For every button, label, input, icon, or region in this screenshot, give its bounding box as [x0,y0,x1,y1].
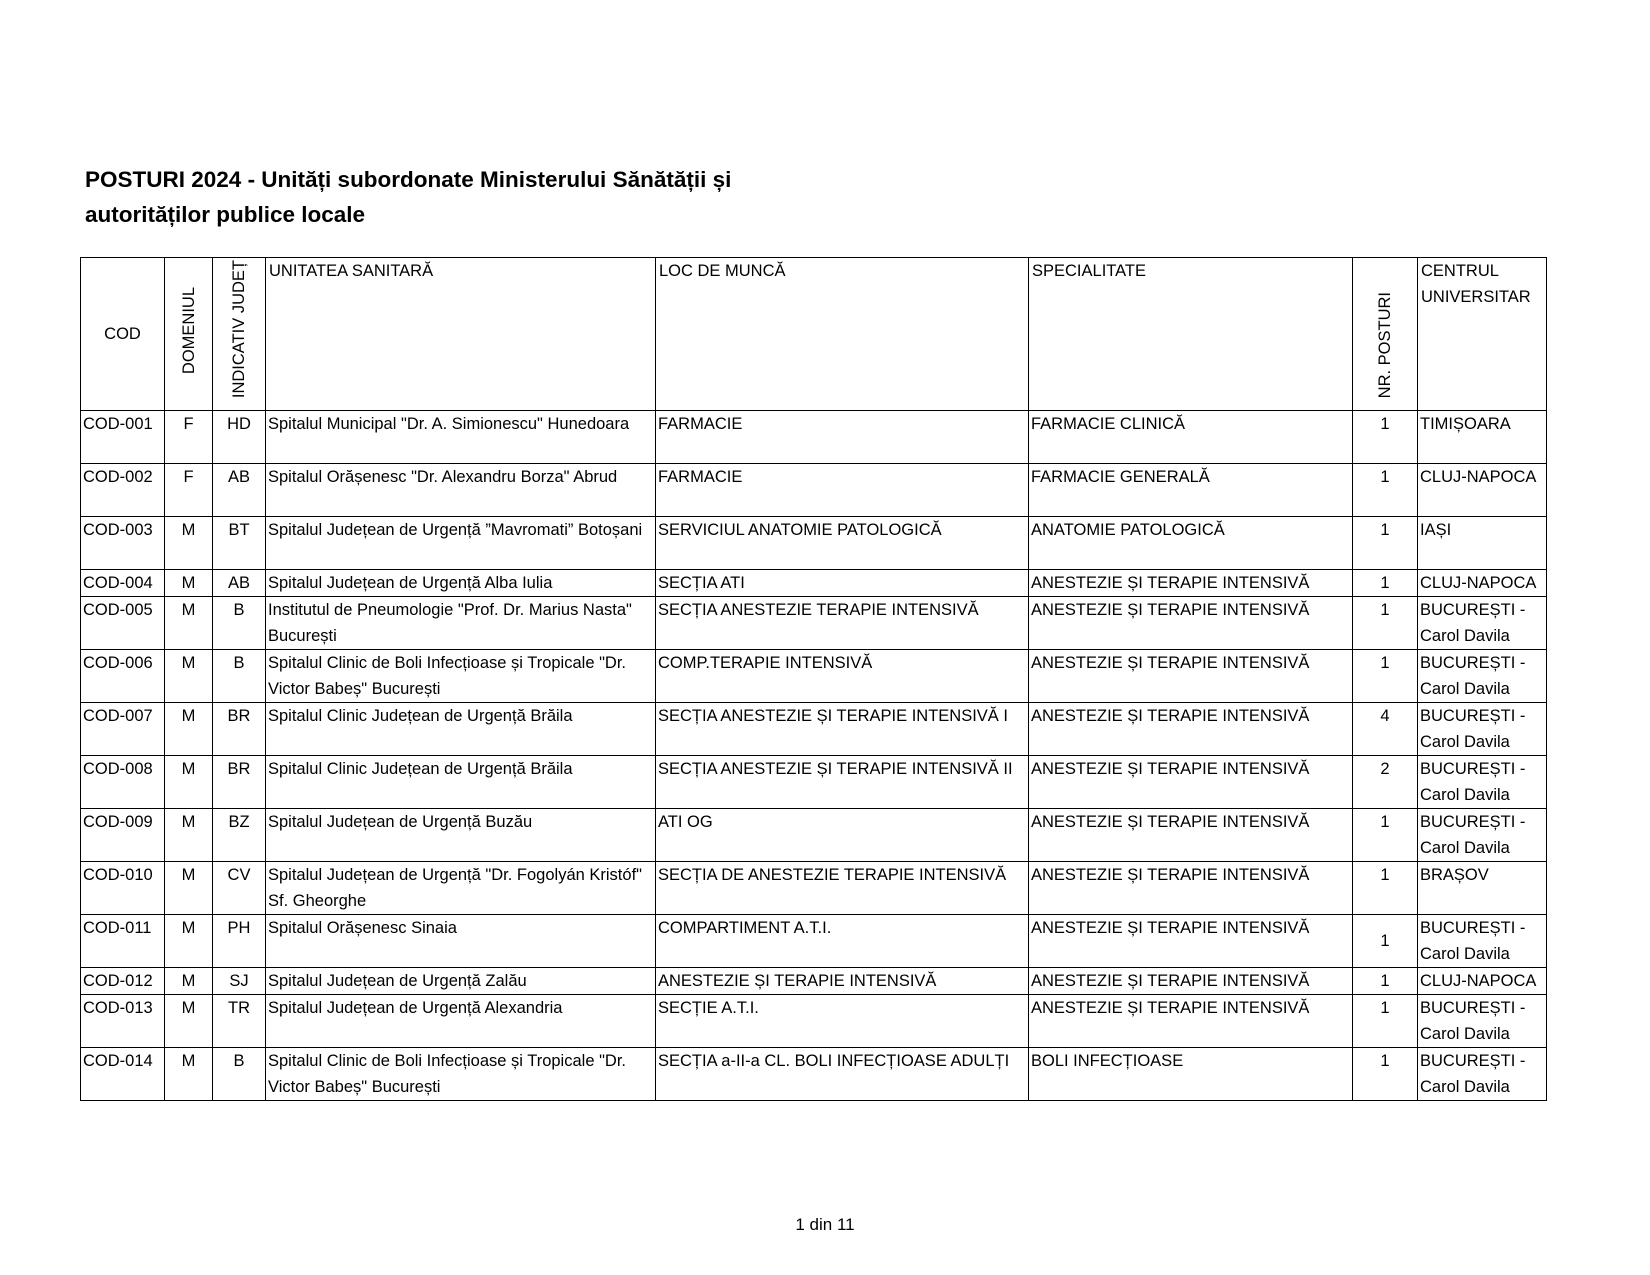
cell-indicativ-judet: BR [213,756,266,809]
cell-nr-posturi: 1 [1353,809,1418,862]
cell-loc-de-munca: COMPARTIMENT A.T.I. [656,915,1029,968]
cell-centrul-universitar: BUCUREȘTI - Carol Davila [1418,995,1547,1048]
cell-nr-posturi: 1 [1353,968,1418,995]
cell-centrul-universitar: BUCUREȘTI - Carol Davila [1418,915,1547,968]
cell-nr-posturi: 2 [1353,756,1418,809]
table-row [81,703,1547,756]
cell-domeniul: M [165,517,213,570]
cell-nr-posturi: 1 [1353,411,1418,464]
page-title: POSTURI 2024 - Unități subordonate Ministerului Sănătății și autorităților publice locale [85,167,732,227]
cell-centrul-universitar: TIMIȘOARA [1418,411,1547,464]
cell-indicativ-judet: BZ [213,809,266,862]
cell-nr-posturi: 1 [1353,995,1418,1048]
cell-domeniul: M [165,915,213,968]
cell-unitatea-sanitara: Spitalul Județean de Urgență Zalău [266,968,656,995]
cell-indicativ-judet: BT [213,517,266,570]
cell-loc-de-munca: SECȚIA DE ANESTEZIE TERAPIE INTENSIVĂ [656,862,1029,915]
cell-loc-de-munca: SECȚIA ANESTEZIE TERAPIE INTENSIVĂ [656,597,1029,650]
cell-indicativ-judet: B [213,650,266,703]
table-row [81,517,1547,570]
cell-nr-posturi: 1 [1353,517,1418,570]
header-indicativ-judet [213,258,266,411]
header-nr-posturi-label: NR. POSTURI [1376,291,1394,399]
cell-specialitate: ANESTEZIE ȘI TERAPIE INTENSIVĂ [1029,995,1353,1048]
cell-unitatea-sanitara: Institutul de Pneumologie "Prof. Dr. Marius Nasta" București [266,597,656,650]
cell-cod: COD-003 [81,517,165,570]
header-loc-de-munca: LOC DE MUNCĂ [656,258,1029,411]
table-row [81,809,1547,862]
cell-specialitate: ANESTEZIE ȘI TERAPIE INTENSIVĂ [1029,809,1353,862]
cell-centrul-universitar: IAȘI [1418,517,1547,570]
cell-domeniul: M [165,597,213,650]
header-indicativ-judet-label: INDICATIV JUDEȚ [230,260,248,399]
cell-domeniul: M [165,650,213,703]
header-unitatea-sanitara: UNITATEA SANITARĂ [266,258,656,411]
cell-domeniul: M [165,756,213,809]
cell-indicativ-judet: CV [213,862,266,915]
header-cod: COD [81,258,165,411]
cell-unitatea-sanitara: Spitalul Județean de Urgență Alba Iulia [266,570,656,597]
cell-domeniul: M [165,995,213,1048]
cell-indicativ-judet: SJ [213,968,266,995]
cell-domeniul: M [165,968,213,995]
table-row [81,597,1547,650]
cell-centrul-universitar: BRAȘOV [1418,862,1547,915]
table-row [81,995,1547,1048]
header-centrul-universitar: CENTRUL UNIVERSITAR [1418,258,1547,411]
cell-nr-posturi: 1 [1353,650,1418,703]
cell-loc-de-munca: SECȚIA ATI [656,570,1029,597]
cell-domeniul: M [165,862,213,915]
cell-centrul-universitar: BUCUREȘTI - Carol Davila [1418,756,1547,809]
cell-domeniul: F [165,464,213,517]
cell-indicativ-judet: B [213,1048,266,1101]
cell-specialitate: ANATOMIE PATOLOGICĂ [1029,517,1353,570]
cell-nr-posturi: 1 [1353,464,1418,517]
cell-unitatea-sanitara: Spitalul Clinic Județean de Urgență Brăila [266,703,656,756]
cell-cod: COD-006 [81,650,165,703]
table-row [81,570,1547,597]
cell-specialitate: ANESTEZIE ȘI TERAPIE INTENSIVĂ [1029,597,1353,650]
cell-loc-de-munca: ANESTEZIE ȘI TERAPIE INTENSIVĂ [656,968,1029,995]
cell-unitatea-sanitara: Spitalul Clinic de Boli Infecțioase și Tropicale "Dr. Victor Babeș" București [266,1048,656,1101]
cell-indicativ-judet: B [213,597,266,650]
cell-indicativ-judet: AB [213,570,266,597]
cell-cod: COD-005 [81,597,165,650]
cell-indicativ-judet: HD [213,411,266,464]
cell-centrul-universitar: BUCUREȘTI - Carol Davila [1418,597,1547,650]
cell-cod: COD-013 [81,995,165,1048]
cell-cod: COD-008 [81,756,165,809]
header-domeniul-label: DOMENIUL [179,287,198,375]
cell-indicativ-judet: TR [213,995,266,1048]
cell-loc-de-munca: SECȚIA ANESTEZIE ȘI TERAPIE INTENSIVĂ I [656,703,1029,756]
table-row [81,464,1547,517]
cell-nr-posturi: 1 [1353,570,1418,597]
cell-unitatea-sanitara: Spitalul Județean de Urgență Buzău [266,809,656,862]
cell-loc-de-munca: SERVICIUL ANATOMIE PATOLOGICĂ [656,517,1029,570]
cell-centrul-universitar: BUCUREȘTI - Carol Davila [1418,1048,1547,1101]
cell-indicativ-judet: AB [213,464,266,517]
cell-nr-posturi: 1 [1353,915,1418,968]
cell-cod: COD-010 [81,862,165,915]
cell-loc-de-munca: SECȚIA a-II-a CL. BOLI INFECȚIOASE ADULȚI [656,1048,1029,1101]
cell-unitatea-sanitara: Spitalul Clinic Județean de Urgență Brăila [266,756,656,809]
cell-specialitate: ANESTEZIE ȘI TERAPIE INTENSIVĂ [1029,915,1353,968]
cell-centrul-universitar: BUCUREȘTI - Carol Davila [1418,809,1547,862]
cell-cod: COD-009 [81,809,165,862]
cell-indicativ-judet: BR [213,703,266,756]
cell-specialitate: FARMACIE CLINICĂ [1029,411,1353,464]
header-domeniul [165,258,213,411]
cell-domeniul: M [165,703,213,756]
cell-domeniul: M [165,1048,213,1101]
cell-cod: COD-007 [81,703,165,756]
cell-loc-de-munca: ATI OG [656,809,1029,862]
cell-unitatea-sanitara: Spitalul Orășenesc Sinaia [266,915,656,968]
table-row [81,650,1547,703]
cell-domeniul: M [165,570,213,597]
cell-unitatea-sanitara: Spitalul Județean de Urgență Alexandria [266,995,656,1048]
cell-specialitate: ANESTEZIE ȘI TERAPIE INTENSIVĂ [1029,570,1353,597]
cell-cod: COD-011 [81,915,165,968]
cell-loc-de-munca: FARMACIE [656,411,1029,464]
header-specialitate: SPECIALITATE [1029,258,1353,411]
cell-specialitate: ANESTEZIE ȘI TERAPIE INTENSIVĂ [1029,703,1353,756]
table-row [81,411,1547,464]
cell-centrul-universitar: BUCUREȘTI - Carol Davila [1418,703,1547,756]
cell-specialitate: ANESTEZIE ȘI TERAPIE INTENSIVĂ [1029,756,1353,809]
cell-centrul-universitar: CLUJ-NAPOCA [1418,968,1547,995]
cell-domeniul: F [165,411,213,464]
table-row [81,756,1547,809]
cell-unitatea-sanitara: Spitalul Municipal "Dr. A. Simionescu" Hunedoara [266,411,656,464]
table-row [81,915,1547,968]
table-header-row [81,258,1547,411]
header-nr-posturi [1353,258,1418,411]
cell-specialitate: BOLI INFECȚIOASE [1029,1048,1353,1101]
cell-loc-de-munca: SECȚIA ANESTEZIE ȘI TERAPIE INTENSIVĂ II [656,756,1029,809]
cell-nr-posturi: 1 [1353,1048,1418,1101]
cell-domeniul: M [165,809,213,862]
cell-cod: COD-004 [81,570,165,597]
cell-nr-posturi: 4 [1353,703,1418,756]
cell-loc-de-munca: FARMACIE [656,464,1029,517]
page-number: 1 din 11 [795,1215,855,1234]
posts-table [80,257,1547,1101]
table-row [81,1048,1547,1101]
cell-cod: COD-012 [81,968,165,995]
cell-specialitate: ANESTEZIE ȘI TERAPIE INTENSIVĂ [1029,862,1353,915]
cell-centrul-universitar: BUCUREȘTI - Carol Davila [1418,650,1547,703]
cell-unitatea-sanitara: Spitalul Județean de Urgență ”Mavromati” Botoșani [266,517,656,570]
cell-loc-de-munca: COMP.TERAPIE INTENSIVĂ [656,650,1029,703]
table-row [81,862,1547,915]
cell-cod: COD-014 [81,1048,165,1101]
cell-indicativ-judet: PH [213,915,266,968]
cell-cod: COD-001 [81,411,165,464]
cell-specialitate: FARMACIE GENERALĂ [1029,464,1353,517]
table-row [81,968,1547,995]
cell-unitatea-sanitara: Spitalul Județean de Urgență "Dr. Fogolyán Kristóf" Sf. Gheorghe [266,862,656,915]
cell-loc-de-munca: SECȚIE A.T.I. [656,995,1029,1048]
cell-unitatea-sanitara: Spitalul Clinic de Boli Infecțioase și Tropicale "Dr. Victor Babeș" București [266,650,656,703]
cell-unitatea-sanitara: Spitalul Orășenesc "Dr. Alexandru Borza" Abrud [266,464,656,517]
cell-nr-posturi: 1 [1353,862,1418,915]
cell-specialitate: ANESTEZIE ȘI TERAPIE INTENSIVĂ [1029,650,1353,703]
cell-cod: COD-002 [81,464,165,517]
cell-nr-posturi: 1 [1353,597,1418,650]
cell-centrul-universitar: CLUJ-NAPOCA [1418,464,1547,517]
cell-specialitate: ANESTEZIE ȘI TERAPIE INTENSIVĂ [1029,968,1353,995]
cell-centrul-universitar: CLUJ-NAPOCA [1418,570,1547,597]
